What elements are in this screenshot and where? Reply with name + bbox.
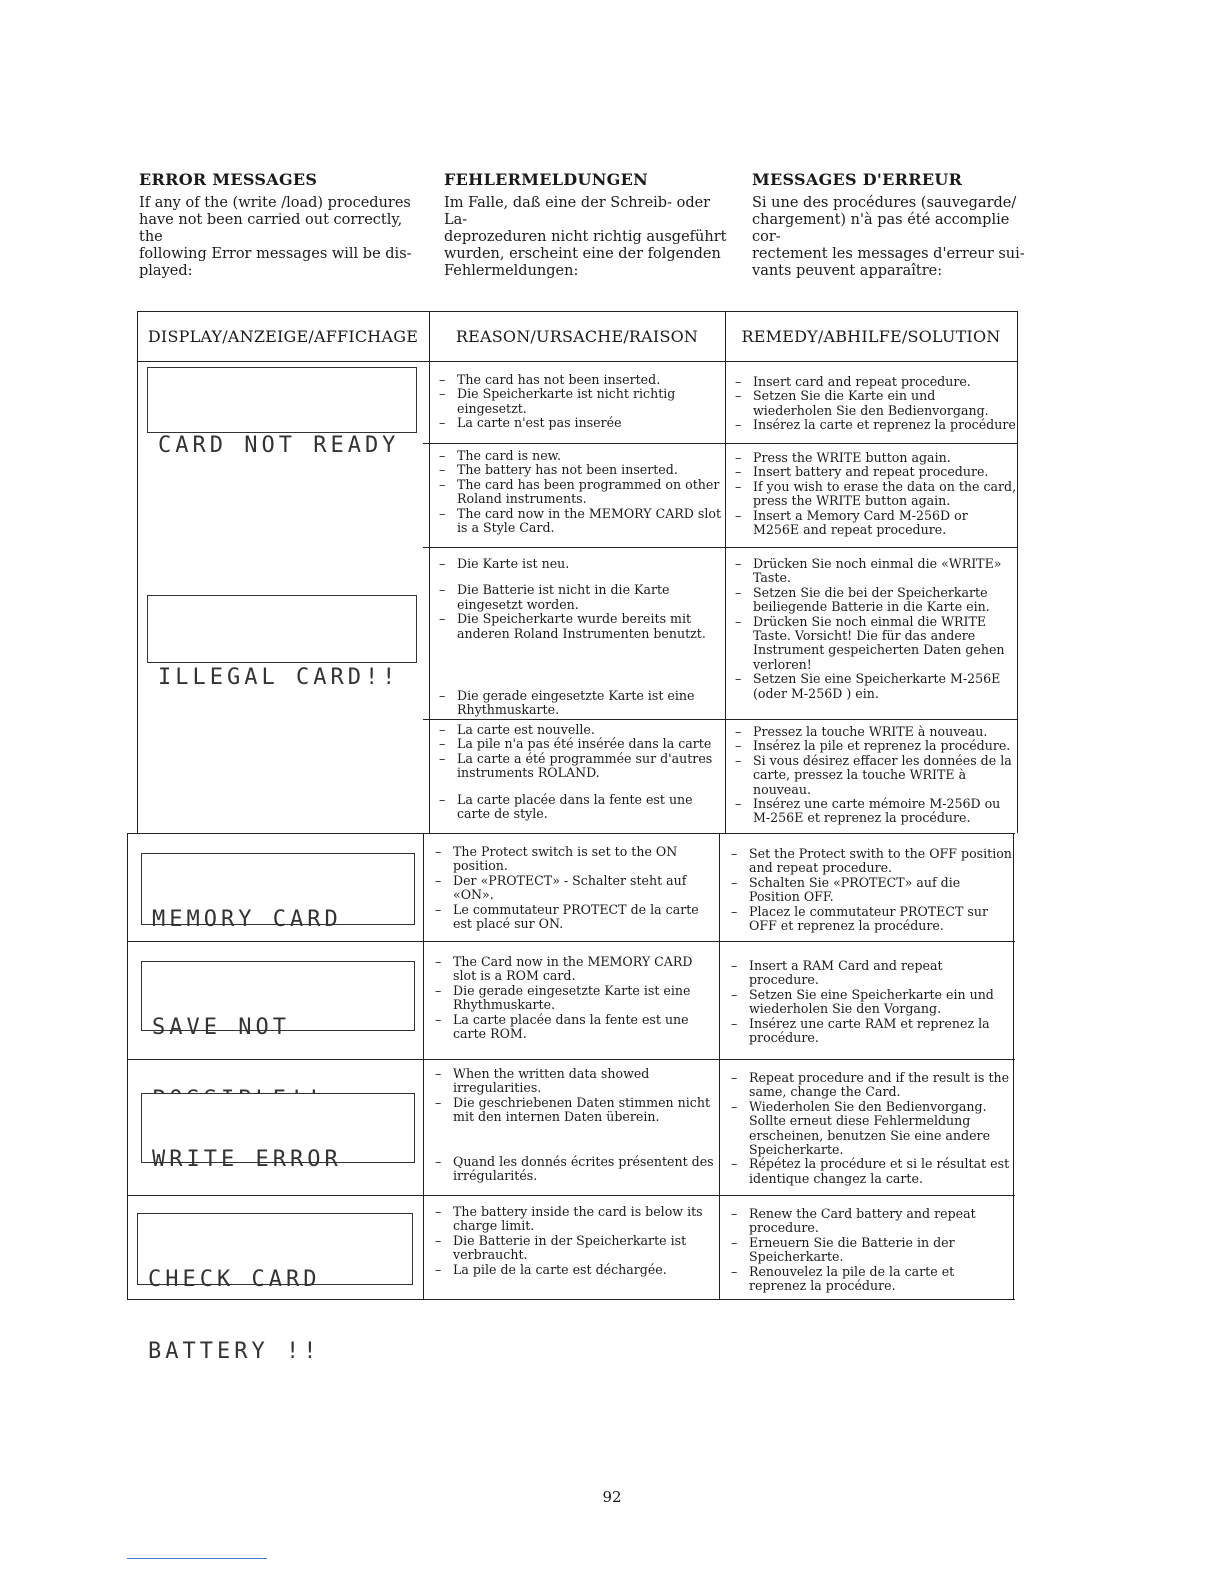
remedy-cell-en: [729, 451, 1017, 537]
reason-item: – Le commutateur PROTECT de la carte est placé sur ON.: [429, 903, 719, 932]
intro-line: played:: [139, 263, 193, 279]
intro-line: If any of the (write /load) procedures: [139, 195, 411, 211]
column-divider: [429, 311, 430, 833]
lcd-line: WRITE ERROR: [152, 1147, 342, 1172]
subrow-divider: [423, 547, 1017, 548]
remedy-item: – Setzen Sie die bei der Speicherkarte beiliegende Batterie in die Karte ein.: [729, 586, 1017, 615]
reason-item: – The card now in the MEMORY CARD slot is a Style Card.: [433, 507, 723, 536]
reason-item: – Die gerade eingesetzte Karte ist eine Rhythmuskarte.: [429, 984, 719, 1013]
table-border-left: [127, 833, 128, 1299]
remedy-item: – Setzen Sie die Karte ein und wiederholen Sie den Bedienvorgang.: [729, 389, 1017, 418]
column-divider: [423, 833, 424, 1299]
reason-item: – The battery has not been inserted.: [433, 463, 723, 477]
remedy-cell: [725, 847, 1013, 933]
reason-item: – The card is new.: [433, 449, 723, 463]
table-border-right: [1017, 311, 1018, 833]
row-divider: [423, 443, 1017, 444]
intro-line: vants peuvent apparaître:: [752, 263, 943, 279]
remedy-item: – Erneuern Sie die Batterie in der Speicherkarte.: [725, 1236, 1013, 1265]
lcd-display-save-not-possible: [141, 961, 415, 1040]
reason-cell-de: [433, 557, 723, 718]
remedy-cell: [729, 375, 1017, 433]
intro-german: [444, 170, 734, 280]
remedy-item: – Insert battery and repeat procedure.: [729, 465, 1017, 479]
lcd-line: MEMORY CARD: [152, 907, 342, 932]
subrow-divider: [423, 719, 1017, 720]
lcd-line: CHECK CARD: [148, 1267, 321, 1292]
reason-item: – La carte est nouvelle.: [433, 723, 725, 737]
remedy-item: – Insérez une carte mémoire M-256D ou M-256E et reprenez la procédure.: [729, 797, 1017, 826]
intro-line: Fehlermeldungen:: [444, 263, 579, 279]
header-remedy: REMEDY/ABHILFE/SOLUTION: [741, 326, 1001, 346]
intro-line: following Error messages will be dis-: [139, 246, 412, 262]
reason-item: – The Protect switch is set to the ON position.: [429, 845, 719, 874]
reason-item: – Die Karte ist neu.: [433, 557, 723, 571]
intro-line: Im Falle, daß eine der Schreib- oder La-: [444, 195, 711, 228]
reason-item: – La carte placée dans la fente est une carte ROM.: [429, 1013, 719, 1042]
lcd-display-check-card-battery: [137, 1213, 413, 1364]
remedy-item: – If you wish to erase the data on the card, press the WRITE button again.: [729, 480, 1017, 509]
remedy-item: – Setzen Sie eine Speicherkarte ein und wiederholen Sie den Vorgang.: [725, 988, 1013, 1017]
reason-item: – The Card now in the MEMORY CARD slot is a ROM card.: [429, 955, 719, 984]
reason-item: – When the written data showed irregularities.: [429, 1067, 719, 1096]
reason-item: – La carte n'est pas inserée: [433, 416, 723, 430]
remedy-item: – Press the WRITE button again.: [729, 451, 1017, 465]
table-border-right: [1013, 833, 1014, 1299]
reason-item: – Die Batterie ist nicht in die Karte eingesetzt worden.: [433, 583, 723, 612]
lcd-line: CARD NOT READY: [158, 433, 400, 458]
reason-cell: [429, 955, 719, 1041]
remedy-item: – Drücken Sie noch einmal die «WRITE» Taste.: [729, 557, 1017, 586]
remedy-item: – Placez le commutateur PROTECT sur OFF et reprenez la procédure.: [725, 905, 1013, 934]
remedy-item: – Renouvelez la pile de la carte et reprenez la procédure.: [725, 1265, 1013, 1294]
remedy-item: – Schalten Sie «PROTECT» auf die Position OFF.: [725, 876, 1013, 905]
remedy-cell: [725, 959, 1013, 1045]
page-number: 92: [602, 1488, 622, 1506]
remedy-item: – Insérez une carte RAM et reprenez la procédure.: [725, 1017, 1013, 1046]
intro-line: deprozeduren nicht richtig ausgeführt: [444, 229, 727, 245]
column-divider: [725, 311, 726, 833]
intro-text-en: [139, 195, 429, 280]
reason-item: – The card has not been inserted.: [433, 373, 723, 387]
remedy-item: – Drücken Sie noch einmal die WRITE Taste. Vorsicht! Die für das andere Instrument gespeicherten Daten gehen verloren!: [729, 615, 1017, 673]
section-title-de: FEHLERMELDUNGEN: [444, 170, 649, 189]
header-reason: REASON/URSACHE/RAISON: [455, 326, 699, 346]
reason-cell: [429, 1067, 719, 1183]
remedy-cell-de: [729, 557, 1017, 701]
reason-item: – Die Speicherkarte wurde bereits mit anderen Roland Instrumenten benutzt.: [433, 612, 723, 641]
intro-line: wurden, erscheint eine der folgenden: [444, 246, 721, 262]
remedy-cell: [725, 1207, 1013, 1293]
intro-line: Si une des procédures (sauvegarde/: [752, 195, 1017, 211]
intro-text-fr: [752, 195, 1032, 280]
intro-line: chargement) n'à pas été accomplie cor-: [752, 212, 1010, 245]
remedy-cell-fr: [729, 725, 1017, 826]
intro-line: have not been carried out correctly, the: [139, 212, 403, 245]
table-border-left: [137, 311, 138, 833]
remedy-item: – Insert a Memory Card M-256D or M256E and repeat procedure.: [729, 509, 1017, 538]
remedy-item: – Renew the Card battery and repeat procedure.: [725, 1207, 1013, 1236]
lcd-display-illegal-card: [147, 595, 417, 690]
lcd-line: BATTERY !!: [148, 1339, 321, 1364]
intro-english: [139, 170, 429, 280]
remedy-item: – Répétez la procédure et si le résultat est identique changez la carte.: [725, 1157, 1013, 1186]
column-divider: [719, 833, 720, 1299]
remedy-item: – Repeat procedure and if the result is the same, change the Card.: [725, 1071, 1013, 1100]
lcd-display-memory-card-protected: [141, 853, 415, 932]
remedy-item: – Insert card and repeat procedure.: [729, 375, 1017, 389]
reason-cell: [429, 1205, 719, 1277]
lcd-line: ILLEGAL CARD!!: [158, 665, 400, 690]
reason-cell: [429, 845, 719, 931]
reason-cell: [433, 373, 723, 431]
footnote-rule: [127, 1558, 267, 1559]
remedy-cell: [725, 1071, 1013, 1186]
remedy-item: – Insert a RAM Card and repeat procedure.: [725, 959, 1013, 988]
header-display: DISPLAY/ANZEIGE/AFFICHAGE: [147, 326, 419, 346]
remedy-item: – Setzen Sie eine Speicherkarte M-256E (oder M-256D ) ein.: [729, 672, 1017, 701]
intro-french: [752, 170, 1032, 280]
lcd-display-write-error: [141, 1093, 415, 1172]
reason-item: – La carte placée dans la fente est une carte de style.: [433, 793, 725, 822]
remedy-item: – Insérez la carte et reprenez la procédure: [729, 418, 1017, 432]
header-divider: [137, 361, 1017, 362]
intro-text-de: [444, 195, 734, 280]
reason-item: – La pile de la carte est déchargée.: [429, 1263, 719, 1277]
reason-item: – La carte a été programmée sur d'autres instruments ROLAND.: [433, 752, 725, 781]
reason-cell-fr: [433, 723, 725, 821]
lcd-display-card-not-ready: [147, 367, 417, 458]
remedy-item: – Insérez la pile et reprenez la procédure.: [729, 739, 1017, 753]
lcd-line: SAVE NOT: [152, 1015, 290, 1040]
reason-item: – La pile n'a pas été insérée dans la carte: [433, 737, 725, 751]
reason-item: – Die Batterie in der Speicherkarte ist verbraucht.: [429, 1234, 719, 1263]
reason-item: – Die Speicherkarte ist nicht richtig eingesetzt.: [433, 387, 723, 416]
reason-item: – The card has been programmed on other Roland instruments.: [433, 478, 723, 507]
section-title-en: ERROR MESSAGES: [139, 170, 318, 189]
intro-line: rectement les messages d'erreur sui-: [752, 246, 1025, 262]
remedy-item: – Pressez la touche WRITE à nouveau.: [729, 725, 1017, 739]
reason-item: – Die geschriebenen Daten stimmen nicht mit den internen Daten überein.: [429, 1096, 719, 1125]
section-title-fr: MESSAGES D'ERREUR: [752, 170, 963, 189]
reason-item: – The battery inside the card is below its charge limit.: [429, 1205, 719, 1234]
reason-item: – Die gerade eingesetzte Karte ist eine Rhythmuskarte.: [433, 689, 723, 718]
reason-cell-en: [433, 449, 723, 535]
remedy-item: – Set the Protect swith to the OFF position and repeat procedure.: [725, 847, 1013, 876]
reason-item: – Der «PROTECT» - Schalter steht auf «ON».: [429, 874, 719, 903]
remedy-item: – Si vous désirez effacer les données de la carte, pressez la touche WRITE à nouveau.: [729, 754, 1017, 797]
remedy-item: – Wiederholen Sie den Bedienvorgang. Sollte erneut diese Fehlermeldung erscheinen, benutzen Sie eine andere Speicherkarte.: [725, 1100, 1013, 1158]
row-divider: [127, 833, 1015, 834]
reason-item: – Quand les donnés écrites présentent des irrégularités.: [429, 1155, 719, 1184]
